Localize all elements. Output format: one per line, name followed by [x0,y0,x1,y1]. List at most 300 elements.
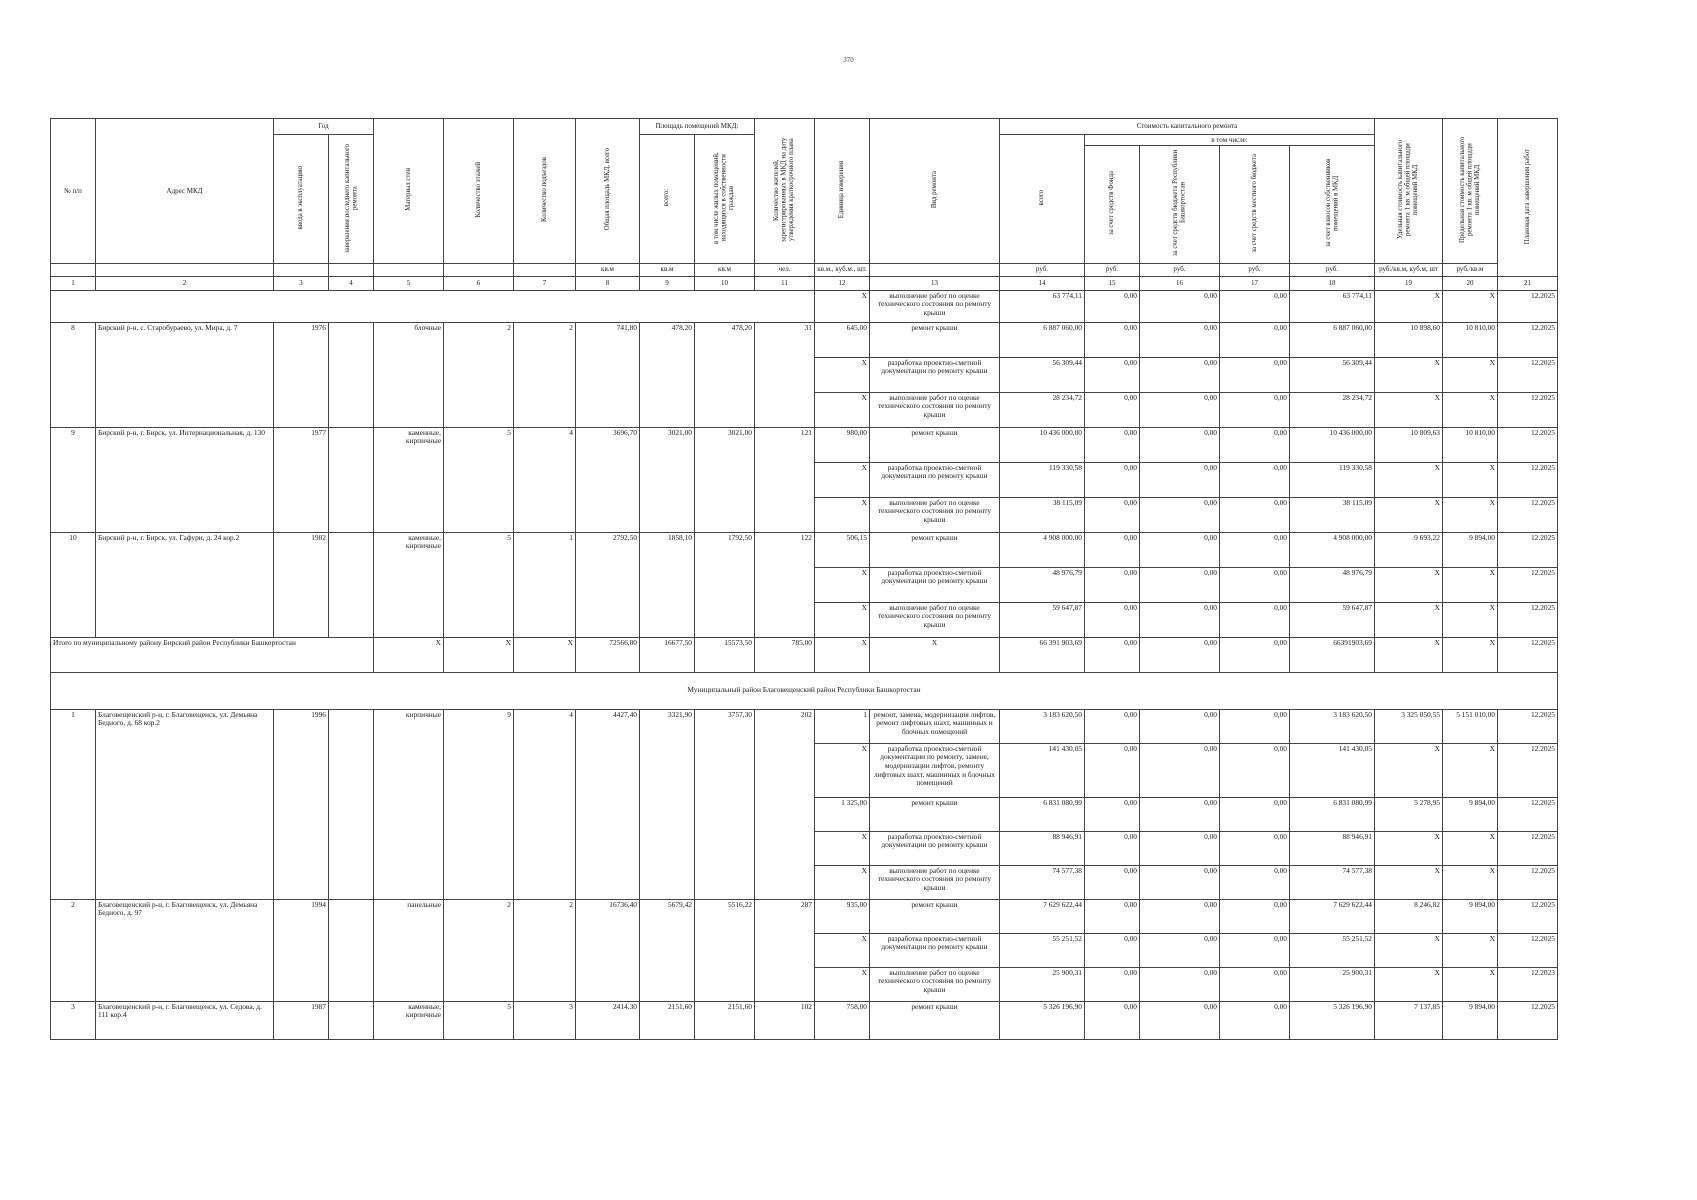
hdr-area-total [640,135,695,264]
table-cell: 0,00 [1140,831,1220,865]
table-cell [870,263,1000,276]
hdr-cost-fund [1085,146,1140,263]
table-cell: X [1375,743,1443,797]
table-cell: 0,00 [1220,865,1290,899]
table-cell: 4427,40 [576,709,640,899]
table-cell: 12.2025 [1498,392,1558,427]
section-heading-row [51,672,1558,709]
table-cell [329,1001,374,1039]
table-cell: X [815,967,870,1001]
hdr-area-total-text: всего: [663,189,671,207]
table-cell: 3021,00 [695,427,755,532]
table-cell: 9 [444,709,514,899]
table-cell: X [514,637,576,672]
table-cell: 0,00 [1140,797,1220,831]
table-cell: 5 [444,1001,514,1039]
hdr-work-type [870,119,1000,264]
table-cell: 935,00 [815,899,870,933]
table-cell: X [1375,637,1443,672]
table-cell: 0,00 [1140,865,1220,899]
table-cell: 1994 [274,899,329,1001]
table-cell: 1858,10 [640,532,695,637]
table-cell: 12.2025 [1498,797,1558,831]
table-cell: выполнение работ по оценке технического состояния по ремонту крыши [870,497,1000,532]
table-cell: 8 [51,322,96,427]
table-cell: 0,00 [1085,797,1140,831]
table-cell: X [815,637,870,672]
table-cell: 0,00 [1085,743,1140,797]
table-cell: X [1443,933,1498,967]
table-cell: 287 [755,899,815,1001]
table-cell: 4 908 000,00 [1290,532,1375,567]
table-cell: Благовещенский р-н, г. Благовещенск, ул. Демьяна Бедного, д. 68 кор.2 [96,709,274,899]
table-cell [374,263,444,276]
hdr-residents-text: Количество жителей, зарегистрированных в МКД на дату утверждения краткосрочного плана [773,137,796,242]
unit-unit: кв.м., куб.м., шт. [815,263,870,276]
table-cell: 0,00 [1140,1001,1220,1039]
hdr-cost-fund-text: за счет средств Фонда [1108,171,1116,236]
table-cell: X [1375,392,1443,427]
table-cell: 59 647,87 [1000,602,1085,637]
table-row [51,290,1558,322]
table-cell: 0,00 [1085,967,1140,1001]
table-cell: 5 326 196,90 [1290,1001,1375,1039]
table-cell: 8 [576,276,640,290]
table-cell: 0,00 [1085,290,1140,322]
hdr-area-residents [695,135,755,264]
table-cell: 3 183 620,50 [1290,709,1375,743]
table-cell: 102 [755,1001,815,1039]
hdr-max-cost-text: Предельная стоимость капитального ремонта 1 кв. м общей площади помещений МКД [1458,136,1481,243]
table-cell: 0,00 [1085,637,1140,672]
table-cell: 0,00 [1220,797,1290,831]
table-cell: 0,00 [1140,392,1220,427]
table-cell: разработка проектно-сметной документации по ремонту крыши [870,462,1000,497]
hdr-year: Год [274,119,374,135]
hdr-unit-cost-text: Удельная стоимость капитального ремонта 1 кв. м общей площади помещений МКД [1397,140,1420,240]
table-cell: ремонт крыши [870,427,1000,462]
hdr-cost-owners [1290,146,1375,263]
table-cell: X [1375,497,1443,532]
table-cell: 12.2025 [1498,290,1558,322]
table-cell: 5 278,95 [1375,797,1443,831]
hdr-total-area-text: Общая площадь МКД, всего [603,148,611,231]
table-cell: панельные [374,899,444,1001]
table-cell: 12.2023 [1498,967,1558,1001]
hdr-cost-owners-text: за счет взносов собственников помещений в МКД [1324,159,1339,248]
table-cell: 3 [51,1001,96,1039]
table-cell: X [815,567,870,602]
hdr-year-last-repair-text: завершения последнего капитального ремонта [343,143,358,253]
table-cell: разработка проектно-сметной документации по ремонту крыши [870,831,1000,865]
table-cell: выполнение работ по оценке технического состояния по ремонту крыши [870,967,1000,1001]
table-cell: разработка проектно-сметной документации по ремонту крыши [870,933,1000,967]
table-cell: 4 [514,427,576,532]
table-cell: X [1375,290,1443,322]
table-cell: 0,00 [1220,831,1290,865]
table-cell: 0,00 [1140,967,1220,1001]
table-cell: 12.2025 [1498,865,1558,899]
table-cell: X [444,637,514,672]
table-cell: 25 900,31 [1290,967,1375,1001]
unit-unit-cost: руб./кв.м, куб.м, шт [1375,263,1443,276]
table-cell: 55 251,52 [1000,933,1085,967]
table-cell: 2151,60 [695,1001,755,1039]
table-cell [96,263,274,276]
table-cell: 6 887 060,00 [1000,322,1085,357]
table-cell: 0,00 [1085,709,1140,743]
table-cell: кирпичные [374,709,444,899]
table-cell: 0,00 [1140,709,1220,743]
hdr-entrances [514,119,576,264]
table-cell: 506,15 [815,532,870,567]
table-cell: 5 [444,427,514,532]
section-heading: Муниципальный район Благовещенский район Республики Башкортостан [51,672,1558,709]
table-cell: выполнение работ по оценке технического состояния по ремонту крыши [870,865,1000,899]
hdr-unit [815,119,870,264]
table-cell [329,263,374,276]
table-cell: 7 629 622,44 [1000,899,1085,933]
hdr-floors-text: Количество этажей [474,161,482,218]
table-cell: 478,20 [640,322,695,427]
hdr-floors [444,119,514,264]
table-cell: 0,00 [1220,427,1290,462]
column-numbers-row [51,276,1558,290]
table-cell: 38 115,09 [1290,497,1375,532]
table-cell: ремонт крыши [870,797,1000,831]
table-cell: 12.2025 [1498,462,1558,497]
table-cell: 0,00 [1140,532,1220,567]
hdr-deadline [1498,119,1558,277]
table-cell: 785,00 [755,637,815,672]
table-cell: X [1443,602,1498,637]
table-cell: ремонт крыши [870,1001,1000,1039]
table-cell: 0,00 [1220,1001,1290,1039]
table-cell: X [1443,497,1498,532]
table-cell: 9 894,00 [1443,1001,1498,1039]
table-cell: 3 325 050,55 [1375,709,1443,743]
hdr-cost-republic [1140,146,1220,263]
hdr-deadline-text: Плановая дата завершения работ [1523,148,1531,244]
table-cell: 3 183 620,50 [1000,709,1085,743]
table-cell: 3757,30 [695,709,755,899]
table-cell: выполнение работ по оценке технического состояния по ремонту крыши [870,602,1000,637]
table-cell: выполнение работ по оценке технического состояния по ремонту крыши [870,392,1000,427]
table-cell: 0,00 [1220,602,1290,637]
table-cell: 0,00 [1085,497,1140,532]
table-cell: 0,00 [1085,831,1140,865]
table-cell: X [1375,865,1443,899]
table-cell: 0,00 [1085,532,1140,567]
table-cell: Бирский р-н, с. Старобураево, ул. Мира, д. 7 [96,322,274,427]
table-cell: X [815,831,870,865]
table-cell: 1 [514,532,576,637]
table-cell: 121 [755,427,815,532]
table-cell: блочные [374,322,444,427]
table-cell: выполнение работ по оценке технического состояния по ремонту крыши [870,290,1000,322]
table-cell: 5 [374,276,444,290]
table-cell: 12.2025 [1498,831,1558,865]
table-cell: 0,00 [1140,497,1220,532]
page-number: 370 [843,56,854,64]
hdr-work-type-text: Вид ремонта [930,171,938,209]
table-cell: 0,00 [1220,709,1290,743]
table-cell: X [870,637,1000,672]
unit-max-cost: руб./кв.м [1443,263,1498,276]
table-cell: 4 [329,276,374,290]
table-cell: 0,00 [1140,637,1220,672]
unit-cost-local: руб. [1220,263,1290,276]
table-cell: 12.2025 [1498,427,1558,462]
table-cell: ремонт крыши [870,899,1000,933]
unit-cost-fund: руб. [1085,263,1140,276]
table-cell: 2 [514,322,576,427]
table-cell: 0,00 [1085,865,1140,899]
hdr-wall-material [374,119,444,264]
table-cell: 2 [444,322,514,427]
table-cell: 12 [815,276,870,290]
table-cell: 10 809,63 [1375,427,1443,462]
hdr-unit-cost [1375,119,1443,264]
table-cell: 1 [51,276,96,290]
hdr-cost-group: Стоимость капитального ремонта [1000,119,1375,135]
table-cell: 28 234,72 [1290,392,1375,427]
table-cell: 119 330,58 [1000,462,1085,497]
table-cell: 0,00 [1220,462,1290,497]
table-cell: 202 [755,709,815,899]
table-cell: 980,00 [815,427,870,462]
table-cell: 2414,30 [576,1001,640,1039]
table-cell: 1987 [274,1001,329,1039]
hdr-no: № п/п [51,119,96,264]
table-cell: ремонт, замена, модернизация лифтов, ремонт лифтовых шахт, машинных и блочных помещений [870,709,1000,743]
table-cell: X [815,743,870,797]
table-cell: 10 898,60 [1375,322,1443,357]
table-cell: 9 894,00 [1443,899,1498,933]
table-cell: 9 894,00 [1443,797,1498,831]
unit-area-total: кв.м [640,263,695,276]
repair-plan-sheet [50,118,1558,1040]
table-cell: 12.2025 [1498,1001,1558,1039]
table-cell: X [1443,637,1498,672]
hdr-cost-local-text: за счет средств местного бюджета [1250,153,1258,253]
table-cell: X [1443,567,1498,602]
table-cell: 6 831 080,99 [1000,797,1085,831]
table-cell: 56 309,44 [1000,357,1085,392]
table-cell: 2151,60 [640,1001,695,1039]
table-cell: 0,00 [1140,933,1220,967]
unit-total-area: кв.м [576,263,640,276]
table-cell [51,263,96,276]
table-cell: 38 115,09 [1000,497,1085,532]
table-cell: 16736,40 [576,899,640,1001]
table-cell: 0,00 [1140,567,1220,602]
table-cell: 63 774,11 [1000,290,1085,322]
table-cell: 12.2025 [1498,602,1558,637]
hdr-address: Адрес МКД [96,119,274,264]
table-cell: 0,00 [1220,322,1290,357]
table-cell: 0,00 [1220,497,1290,532]
table-row [51,427,1558,462]
table-cell: 6 [444,276,514,290]
table-cell: X [374,637,444,672]
table-row [51,899,1558,933]
table-cell: 4 [514,709,576,899]
table-cell: 6 887 060,00 [1290,322,1375,357]
table-cell: 5679,42 [640,899,695,1001]
table-cell: X [1443,290,1498,322]
table-cell: 0,00 [1085,427,1140,462]
table-cell: 5516,22 [695,899,755,1001]
table-cell: 63 774,11 [1290,290,1375,322]
table-cell: каменные, кирпичные [374,1001,444,1039]
table-cell: 10 [695,276,755,290]
table-cell: X [815,497,870,532]
table-cell: X [1443,743,1498,797]
table-cell: 66391903,69 [1290,637,1375,672]
table-cell: 11 [755,276,815,290]
table-cell: 2 [51,899,96,1001]
table-cell: 14 [1000,276,1085,290]
hdr-entrances-text: Количество подъездов [540,157,548,223]
hdr-year-commissioning [274,135,329,264]
table-cell: 1 [815,709,870,743]
table-cell: 9 [640,276,695,290]
table-cell: X [815,602,870,637]
total-label: Итого по муниципальному району Бирский район Республики Башкортостан [51,637,374,672]
table-cell: 1977 [274,427,329,532]
table-cell: 17 [1220,276,1290,290]
table-cell: 1982 [274,532,329,637]
table-cell: 12.2025 [1498,899,1558,933]
table-cell: 119 330,58 [1290,462,1375,497]
table-cell: 0,00 [1085,899,1140,933]
table-row [51,709,1558,743]
table-cell: 0,00 [1220,967,1290,1001]
table-cell: разработка проектно-сметной документации по ремонту, замене, модернизации лифтов, ремонту лифтовых шахт, машинных и блочных помещений [870,743,1000,797]
table-cell: X [815,933,870,967]
table-cell: 3 [514,1001,576,1039]
table-cell: X [815,290,870,322]
table-cell: 0,00 [1085,933,1140,967]
table-cell: 48 976,79 [1290,567,1375,602]
table-cell: 0,00 [1085,1001,1140,1039]
table-cell: 10 810,00 [1443,427,1498,462]
table-cell: разработка проектно-сметной документации по ремонту крыши [870,567,1000,602]
table-cell: 1 [51,709,96,899]
table-cell: 1792,50 [695,532,755,637]
table-cell: 478,20 [695,322,755,427]
table-cell: 0,00 [1085,392,1140,427]
table-cell: 0,00 [1085,462,1140,497]
hdr-wall-material-text: Материал стен [404,168,412,211]
table-cell: 19 [1375,276,1443,290]
total-row [51,637,1558,672]
table-cell: X [1443,392,1498,427]
table-cell: 12.2025 [1498,532,1558,567]
table-cell: 0,00 [1140,899,1220,933]
table-cell: X [815,865,870,899]
table-cell: 2 [96,276,274,290]
hdr-unit-text: Единица измерения [838,161,846,219]
table-cell: 5 [444,532,514,637]
repair-plan-table [50,118,1558,1040]
table-cell: 741,80 [576,322,640,427]
table-cell: 0,00 [1140,462,1220,497]
table-cell: ремонт крыши [870,532,1000,567]
hdr-cost-total [1000,135,1085,264]
hdr-cost-local [1220,146,1290,263]
table-cell [51,290,815,322]
table-cell: 74 577,38 [1290,865,1375,899]
table-cell: 0,00 [1085,322,1140,357]
hdr-cost-total-text: всего [1038,189,1046,206]
table-cell: 2 [514,899,576,1001]
table-cell: X [1443,831,1498,865]
table-cell: X [815,392,870,427]
table-cell: 5 326 196,90 [1000,1001,1085,1039]
table-cell: 0,00 [1220,290,1290,322]
table-cell: 12.2025 [1498,567,1558,602]
table-cell: 16677,50 [640,637,695,672]
table-cell: каменные, кирпичные [374,427,444,532]
table-cell: 0,00 [1085,567,1140,602]
table-cell: 1976 [274,322,329,427]
table-cell: 9 [51,427,96,532]
table-cell: Благовещенский р-н, г. Благовещенск, ул. Седова, д. 111 кор.4 [96,1001,274,1039]
table-cell: 31 [755,322,815,427]
table-cell: 6 831 080,99 [1290,797,1375,831]
table-cell: 74 577,38 [1000,865,1085,899]
hdr-total-area [576,119,640,264]
table-cell: 55 251,52 [1290,933,1375,967]
table-cell: 10 810,00 [1443,322,1498,357]
table-cell: 48 976,79 [1000,567,1085,602]
table-cell: 12.2025 [1498,743,1558,797]
table-cell: 13 [870,276,1000,290]
table-cell: 28 234,72 [1000,392,1085,427]
hdr-area-group: Площадь помещений МКД: [640,119,755,135]
table-cell: 0,00 [1220,743,1290,797]
table-cell: 7 [514,276,576,290]
unit-cost-total: руб. [1000,263,1085,276]
table-cell: 10 436 000,00 [1000,427,1085,462]
table-cell: X [1375,357,1443,392]
table-cell: X [815,357,870,392]
table-cell: 3 [274,276,329,290]
table-cell: X [1375,933,1443,967]
table-cell: 15573,50 [695,637,755,672]
table-cell: 0,00 [1140,290,1220,322]
table-cell [329,899,374,1001]
table-cell: ремонт крыши [870,322,1000,357]
table-cell: разработка проектно-сметной документации по ремонту крыши [870,357,1000,392]
table-cell: 12.2025 [1498,933,1558,967]
table-cell: 1 325,00 [815,797,870,831]
hdr-cost-republic-text: за счет средств бюджета Республики Башкортостан [1172,150,1187,257]
table-cell: Благовещенский р-н, г. Благовещенск, ул. Демьяна Бедного, д. 97 [96,899,274,1001]
table-cell: Бирский р-н, г. Бирск, ул. Гафури, д. 24 кор.2 [96,532,274,637]
table-cell: X [1443,462,1498,497]
table-cell: 122 [755,532,815,637]
table-cell: 7 137,85 [1375,1001,1443,1039]
table-cell: X [815,462,870,497]
table-cell: 12.2025 [1498,322,1558,357]
table-cell: X [1375,567,1443,602]
table-cell: 66 391 903,69 [1000,637,1085,672]
table-cell: 645,00 [815,322,870,357]
table-cell: 12.2025 [1498,497,1558,532]
